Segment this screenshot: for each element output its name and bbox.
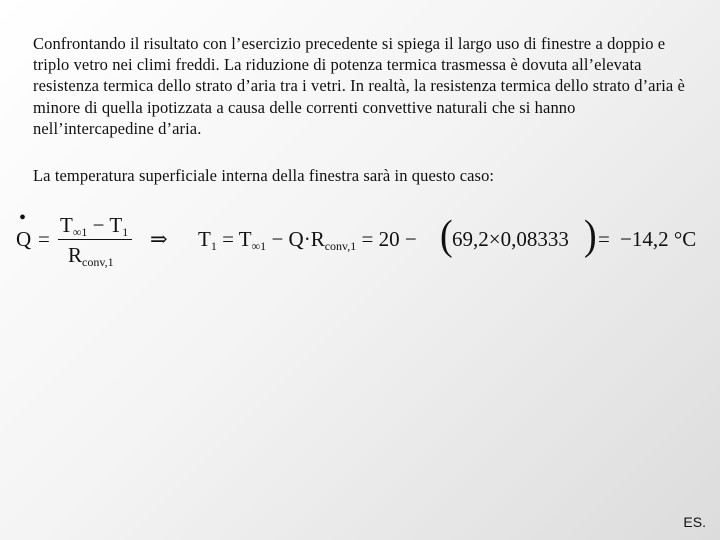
intro-formula-paragraph: La temperatura superficiale interna della finestra sarà in questo caso: [33, 166, 495, 185]
temperature-formula [16, 207, 706, 277]
fraction-denominator: $R_{conv,1}$ [68, 243, 114, 269]
fraction-bar [58, 239, 132, 240]
q-symbol: Q [16, 227, 32, 251]
implies-arrow: ⇒ [150, 227, 168, 251]
fraction-numerator: $T_{\infty 1} - T_1$ [60, 213, 129, 239]
left-parenthesis: ( [440, 212, 453, 259]
explanation-paragraph: Confrontando il risultato con l’esercizio precedente si spiega il largo uso di finestre a doppio e triplo vetro nei climi freddi. La riduzione di potenza termica trasmessa è dovuta all’elevata resistenza termica dello strato d’aria tra i vetri. In realtà, la resistenza termica dello strato d’aria è minore di quella ipotizzata a causa delle correnti convettive naturali che si hanno nell’intercapedine d’aria. [33, 34, 685, 138]
q-dot: • [19, 207, 27, 229]
product-expression: 69,2×0,08333 [452, 227, 569, 251]
right-parenthesis: ) [584, 212, 597, 259]
equals-sign: = [38, 227, 50, 251]
t1-expression: $T_1 = T_{\infty 1} - Q\cdot R_{conv,1} = 20$ − [198, 227, 417, 253]
footer-label: ES. [683, 514, 706, 530]
equals-sign-final: = [598, 227, 610, 251]
result-value: −14,2 °C [620, 227, 697, 251]
